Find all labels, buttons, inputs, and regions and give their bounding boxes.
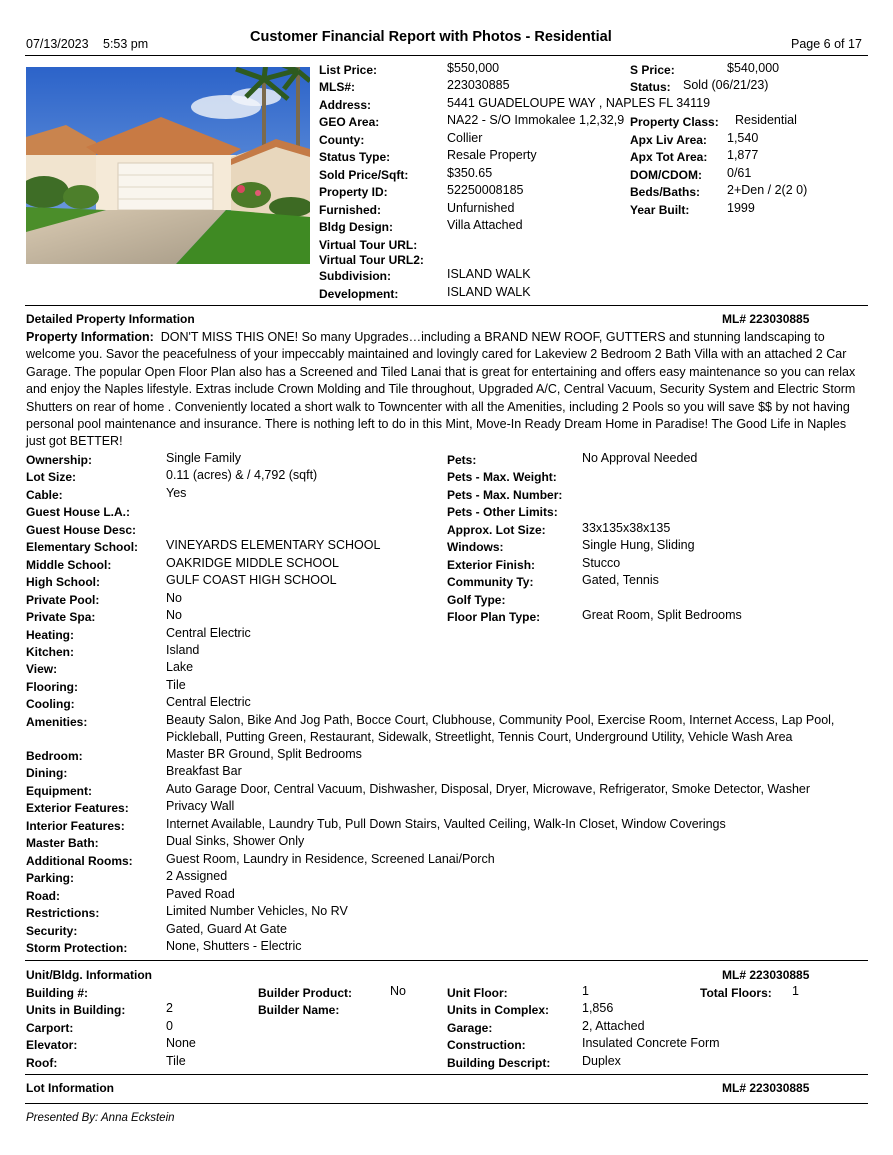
field-value: No Approval Needed bbox=[582, 451, 698, 465]
field-label: Exterior Features: bbox=[26, 801, 129, 816]
list-price-label: List Price: bbox=[319, 63, 378, 77]
detailed-info-ml: ML# 223030885 bbox=[722, 312, 810, 326]
house-photo bbox=[26, 67, 310, 264]
field-label: Private Pool: bbox=[26, 592, 100, 607]
geo-area-label: GEO Area: bbox=[319, 115, 380, 129]
apx-liv-area-value: 1,540 bbox=[727, 131, 759, 145]
field-label: Guest House Desc: bbox=[26, 522, 137, 537]
field-value: Paved Road bbox=[166, 886, 235, 901]
address-value: 5441 GUADELOUPE WAY , NAPLES FL 34119 bbox=[447, 96, 711, 110]
units-in-building-label: Units in Building: bbox=[26, 1003, 126, 1017]
field-label: Pets - Max. Weight: bbox=[447, 470, 557, 485]
status-label: Status: bbox=[630, 80, 671, 94]
field-label: Ownership: bbox=[26, 453, 93, 467]
builder-product-value: No bbox=[390, 984, 406, 998]
field-label: Parking: bbox=[26, 871, 75, 886]
apx-liv-area-label: Apx Liv Area: bbox=[630, 133, 707, 147]
amenities-value: Beauty Salon, Bike And Jog Path, Bocce Court, Clubhouse, Community Pool, Exercise Room, Internet Access, Lap Pool, Pickleball, Putting Green, Restaurant, Sidewalk, Streetlight, Tennis Court, Underground Utility, Vehicle Wash Area bbox=[166, 713, 835, 745]
field-value: Central Electric bbox=[166, 625, 251, 640]
field-label: Private Spa: bbox=[26, 610, 96, 625]
development-label: Development: bbox=[319, 287, 399, 301]
field-value: Auto Garage Door, Central Vacuum, Dishwasher, Disposal, Dryer, Microwave, Refrigerator, Smoke Detector, Washer bbox=[166, 781, 811, 796]
field-value: Island bbox=[166, 642, 200, 657]
field-label: Pets - Other Limits: bbox=[447, 505, 558, 520]
detailed-info-title: Detailed Property Information bbox=[26, 312, 195, 326]
elevator-value: None bbox=[166, 1036, 196, 1050]
field-label: Road: bbox=[26, 888, 60, 903]
roof-value: Tile bbox=[166, 1054, 186, 1068]
year-built-label: Year Built: bbox=[630, 203, 690, 217]
field-label: Interior Features: bbox=[26, 818, 125, 833]
field-label: Lot Size: bbox=[26, 470, 76, 485]
carport-label: Carport: bbox=[26, 1021, 74, 1035]
garage-value: 2, Attached bbox=[582, 1019, 645, 1033]
address-label: Address: bbox=[319, 98, 372, 112]
carport-value: 0 bbox=[166, 1019, 173, 1033]
furnished-label: Furnished: bbox=[319, 203, 381, 217]
unit-floor-value: 1 bbox=[582, 984, 589, 998]
field-label: Cable: bbox=[26, 487, 63, 502]
report-date: 07/13/2023 bbox=[26, 37, 89, 51]
field-label: Guest House L.A.: bbox=[26, 505, 131, 520]
page-number: Page 6 of 17 bbox=[791, 37, 862, 51]
field-label: Middle School: bbox=[26, 557, 112, 572]
field-value: Tile bbox=[166, 677, 186, 692]
sold-price-sqft-label: Sold Price/Sqft: bbox=[319, 168, 409, 182]
field-value: 2 Assigned bbox=[166, 869, 228, 884]
field-value: Single Family bbox=[166, 451, 242, 465]
field-label: Cooling: bbox=[26, 697, 75, 712]
unit-info-ml: ML# 223030885 bbox=[722, 968, 810, 982]
apx-tot-area-value: 1,877 bbox=[727, 148, 759, 162]
field-label: Additional Rooms: bbox=[26, 853, 133, 868]
geo-area-value: NA22 - S/O Immokalee 1,2,32,9 bbox=[447, 113, 625, 127]
field-value: 33x135x38x135 bbox=[582, 520, 671, 535]
field-label: Pets: bbox=[447, 453, 477, 467]
subdivision-value: ISLAND WALK bbox=[447, 267, 531, 281]
field-value: Limited Number Vehicles, No RV bbox=[166, 904, 348, 919]
field-label: Master Bath: bbox=[26, 836, 99, 851]
county-label: County: bbox=[319, 133, 365, 147]
year-built-value: 1999 bbox=[727, 201, 755, 215]
field-value: Great Room, Split Bedrooms bbox=[582, 608, 742, 623]
units-in-complex-label: Units in Complex: bbox=[447, 1003, 550, 1017]
building-descript-value: Duplex bbox=[582, 1054, 621, 1068]
field-label: Bedroom: bbox=[26, 749, 83, 763]
property-information-text: DON'T MISS THIS ONE! So many Upgrades…including a BRAND NEW ROOF, GUTTERS and stunning landscaping to welcome you. Savor the peacefulness of your impeccably maintained and lovingly cared for Lakeview 2 Bedroom 2 Bath Villa with an attached 2 Car Garage. The popular Open Floor Plan also has a Screened and Tiled Lanai that is great for entertaining and offers easy maintenance so you can relax and enjoy the Naples lifestyle. Extras include Crown Molding and Tile throughout, Upgraded A/C, Central Vacuum, Security System and Electric Storm Shutters on rear of home . Conveniently located a short walk to Towncenter with all the Amenities, including 2 Pools so you will save $$ by not having personal pool maintenance and insurance. There is nothing left to do in this Mint, Move-In Ready Dream Home in Paradise! The Good Life in Naples just got BETTER! bbox=[26, 330, 856, 449]
roof-label: Roof: bbox=[26, 1056, 58, 1070]
field-label: Community Ty: bbox=[447, 575, 534, 590]
field-label: Equipment: bbox=[26, 783, 92, 798]
unit-floor-label: Unit Floor: bbox=[447, 986, 508, 1000]
property-class-value: Residential bbox=[735, 113, 797, 127]
field-label: Golf Type: bbox=[447, 592, 506, 607]
sold-price-sqft-value: $350.65 bbox=[447, 166, 493, 180]
dom-cdom-value: 0/61 bbox=[727, 166, 752, 180]
field-label: Heating: bbox=[26, 627, 74, 642]
amenities-label: Amenities: bbox=[26, 715, 88, 729]
field-label: Flooring: bbox=[26, 679, 78, 694]
field-label: Kitchen: bbox=[26, 644, 74, 659]
house-photo-image bbox=[26, 67, 310, 264]
subdivision-label: Subdivision: bbox=[319, 269, 391, 283]
units-in-complex-value: 1,856 bbox=[582, 1001, 614, 1015]
field-label: Floor Plan Type: bbox=[447, 610, 541, 625]
construction-label: Construction: bbox=[447, 1038, 526, 1052]
field-value: Central Electric bbox=[166, 695, 251, 710]
field-value: Dual Sinks, Shower Only bbox=[166, 834, 305, 849]
field-label: Storm Protection: bbox=[26, 940, 128, 955]
field-label: Elementary School: bbox=[26, 540, 139, 555]
field-value: Master BR Ground, Split Bedrooms bbox=[166, 747, 362, 761]
field-value: Guest Room, Laundry in Residence, Screened Lanai/Porch bbox=[166, 851, 495, 866]
builder-name-label: Builder Name: bbox=[258, 1003, 340, 1017]
apx-tot-area-label: Apx Tot Area: bbox=[630, 150, 708, 164]
mls-value: 223030885 bbox=[447, 78, 510, 92]
property-id-label: Property ID: bbox=[319, 185, 388, 199]
bldg-design-value: Villa Attached bbox=[447, 218, 523, 232]
field-value: Gated, Guard At Gate bbox=[166, 921, 287, 936]
field-value: No bbox=[166, 590, 182, 605]
field-value: Single Hung, Sliding bbox=[582, 538, 695, 553]
field-label: View: bbox=[26, 662, 58, 677]
detail-divider bbox=[25, 960, 868, 961]
beds-baths-value: 2+Den / 2(2 0) bbox=[727, 183, 808, 197]
units-in-building-value: 2 bbox=[166, 1001, 173, 1015]
bldg-design-label: Bldg Design: bbox=[319, 220, 393, 234]
garage-label: Garage: bbox=[447, 1021, 493, 1035]
field-value: Internet Available, Laundry Tub, Pull Down Stairs, Vaulted Ceiling, Walk-In Closet, Window Coverings bbox=[166, 816, 726, 831]
status-value: Sold (06/21/23) bbox=[683, 78, 769, 92]
field-label: Approx. Lot Size: bbox=[447, 522, 546, 537]
report-title: Customer Financial Report with Photos - Residential bbox=[250, 29, 612, 45]
field-value: No bbox=[166, 608, 182, 623]
header-divider bbox=[25, 55, 868, 56]
field-label: Exterior Finish: bbox=[447, 557, 536, 572]
field-value: VINEYARDS ELEMENTARY SCHOOL bbox=[166, 538, 381, 553]
property-information-label: Property Information: bbox=[26, 330, 154, 344]
lot-info-ml: ML# 223030885 bbox=[722, 1081, 810, 1095]
field-value: Gated, Tennis bbox=[582, 573, 659, 588]
field-label: Pets - Max. Number: bbox=[447, 487, 563, 502]
field-value: Breakfast Bar bbox=[166, 764, 242, 779]
virtual-tour-url-label: Virtual Tour URL: bbox=[319, 238, 418, 252]
field-label: Security: bbox=[26, 923, 78, 938]
dom-cdom-label: DOM/CDOM: bbox=[630, 168, 702, 182]
unit-divider bbox=[25, 1074, 868, 1075]
field-value: OAKRIDGE MIDDLE SCHOOL bbox=[166, 555, 339, 570]
report-time: 5:53 pm bbox=[103, 37, 149, 51]
field-value: 0.11 (acres) & / 4,792 (sqft) bbox=[166, 468, 318, 483]
building-descript-label: Building Descript: bbox=[447, 1056, 551, 1070]
total-floors-label: Total Floors: bbox=[700, 986, 772, 1000]
field-label: Restrictions: bbox=[26, 906, 100, 921]
s-price-value: $540,000 bbox=[727, 61, 780, 75]
field-value: Lake bbox=[166, 660, 194, 675]
summary-divider bbox=[25, 305, 868, 306]
field-label: Windows: bbox=[447, 540, 504, 555]
property-information bbox=[26, 329, 861, 451]
list-price-value: $550,000 bbox=[447, 61, 500, 75]
furnished-value: Unfurnished bbox=[447, 201, 515, 215]
total-floors-value: 1 bbox=[792, 984, 799, 998]
building-num-label: Building #: bbox=[26, 986, 88, 1000]
s-price-label: S Price: bbox=[630, 63, 675, 77]
field-value: Stucco bbox=[582, 555, 621, 570]
field-value: GULF COAST HIGH SCHOOL bbox=[166, 573, 337, 588]
construction-value: Insulated Concrete Form bbox=[582, 1036, 720, 1050]
field-value: None, Shutters - Electric bbox=[166, 938, 302, 953]
mls-label: MLS#: bbox=[319, 80, 355, 94]
presented-by: Presented By: Anna Eckstein bbox=[26, 1112, 175, 1124]
county-value: Collier bbox=[447, 131, 483, 145]
lot-divider bbox=[25, 1103, 868, 1104]
status-type-label: Status Type: bbox=[319, 150, 391, 164]
virtual-tour-url2-label: Virtual Tour URL2: bbox=[319, 253, 424, 267]
property-id-value: 52250008185 bbox=[447, 183, 524, 197]
property-class-label: Property Class: bbox=[630, 115, 719, 129]
field-label: High School: bbox=[26, 575, 100, 590]
development-value: ISLAND WALK bbox=[447, 285, 531, 299]
builder-product-label: Builder Product: bbox=[258, 986, 353, 1000]
status-type-value: Resale Property bbox=[447, 148, 537, 162]
field-value: Yes bbox=[166, 485, 187, 500]
unit-info-title: Unit/Bldg. Information bbox=[26, 968, 152, 982]
field-label: Dining: bbox=[26, 766, 68, 781]
elevator-label: Elevator: bbox=[26, 1038, 78, 1052]
lot-info-title: Lot Information bbox=[26, 1081, 114, 1095]
beds-baths-label: Beds/Baths: bbox=[630, 185, 701, 199]
field-value: Privacy Wall bbox=[166, 799, 235, 814]
